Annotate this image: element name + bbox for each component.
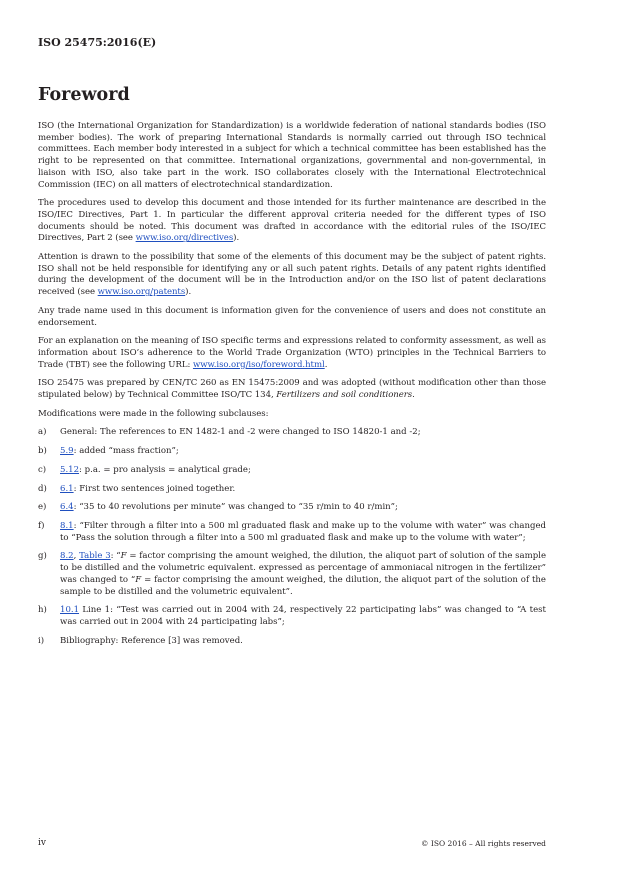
copyright-notice: © ISO 2016 – All rights reserved <box>421 839 546 848</box>
paragraph-trade-name: Any trade name used in this document is information given for the convenience of users and does not constitute an endorsement. <box>38 305 546 328</box>
list-item: e) 6.4: “35 to 40 revolutions per minute” was changed to “35 r/min to 40 r/min”; <box>38 502 398 513</box>
paragraph-conformity: For an explanation on the meaning of ISO specific terms and expressions related to conformity assessment, as well as information about ISO’s adherence to the World Trade Organization (WTO) principles in the Technical Barriers to Trade (TBT) see the following URL: www.iso.org/iso/foreword.html. <box>38 336 546 370</box>
list-item: f) 8.1: “Filter through a filter into a 500 ml graduated flask and make up to the volume with water” was changed to “Pass the solution through a filter into a 500 ml graduated flask and make up to the volume with water”; <box>38 520 546 543</box>
paragraph-patents: Attention is drawn to the possibility that some of the elements of this document may be the subject of patent rights. ISO shall not be held responsible for identifying any or all such patent rights. Details of any patent rights identified during the development of the document will be in the Introduction and/or on the ISO list of patent declarations received (see www.iso.org/patents). <box>38 252 546 298</box>
document-id: ISO 25475:2016(E) <box>38 36 157 49</box>
link-directives[interactable]: www.iso.org/directives <box>135 233 234 244</box>
paragraph-procedures: The procedures used to develop this document and those intended for its further maintenance are described in the ISO/IEC Directives, Part 1. In particular the different approval criteria needed for the different types of ISO documents should be noted. This document was drafted in accordance with the editorial rules of the ISO/IEC Directives, Part 2 (see www.iso.org/directives). <box>38 198 546 244</box>
list-item: h) 10.1 Line 1: “Test was carried out in 2004 with 24, respectively 22 participating labs” was changed to “A test was carried out in 2004 with 24 participating labs”; <box>38 605 546 627</box>
paragraph-prepared-by: ISO 25475 was prepared by CEN/TC 260 as EN 15475:2009 and was adopted (without modification other than those stipulated below) by Technical Committee ISO/TC 134, Fertilizers and soil conditioners. <box>38 378 546 401</box>
list-item: d) 6.1: First two sentences joined together. <box>38 483 236 494</box>
link-subclause-5-12[interactable]: 5.12 <box>60 464 80 475</box>
list-item: c) 5.12: p.a. = pro analysis = analytical grade; <box>38 464 251 475</box>
page-number: iv <box>38 838 46 848</box>
link-subclause-6-1[interactable]: 6.1 <box>60 483 74 494</box>
list-item: b) 5.9: added “mass fraction”; <box>38 446 179 457</box>
link-subclause-6-4[interactable]: 6.4 <box>60 502 74 513</box>
link-subclause-10-1[interactable]: 10.1 <box>60 605 80 616</box>
paragraph-modifications-intro: Modifications were made in the following subclauses: <box>38 408 269 419</box>
list-item: a) General: The references to EN 1482-1 and -2 were changed to ISO 14820-1 and -2; <box>38 427 421 438</box>
page-title: Foreword <box>38 85 130 105</box>
paragraph-iso-intro: ISO (the International Organization for Standardization) is a worldwide federation of national standards bodies (ISO member bodies). The work of preparing International Standards is normally carried out through ISO technical committees. Each member body interested in a subject for which a technical committee has been established has the right to be represented on that committee. International organizations, governmental and non-governmental, in liaison with ISO, also take part in the work. ISO collaborates closely with the International Electrotechnical Commission (IEC) on all matters of electrotechnical standardization. <box>38 121 546 190</box>
list-item: i) Bibliography: Reference [3] was removed. <box>38 635 243 646</box>
link-subclause-5-9[interactable]: 5.9 <box>60 446 74 457</box>
link-foreword[interactable]: www.iso.org/iso/foreword.html <box>192 359 325 370</box>
link-subclause-8-1[interactable]: 8.1 <box>60 520 74 531</box>
link-subclause-8-2[interactable]: 8.2 <box>60 551 74 562</box>
link-patents[interactable]: www.iso.org/patents <box>97 287 186 298</box>
list-item: g) 8.2, Table 3: “F = factor comprising the amount weighed, the dilution, the aliquot part of solution of the sample to be distilled and the volumetric equivalent. expressed as percentage of ammoniacal nitrogen in the fertilizer” was changed to “F = factor comprising the amount weighed, the dilution, the aliquot part of the solution of the sample to be distilled and the volumetric equivalent”. <box>38 551 547 597</box>
foreword-body <box>38 121 546 654</box>
link-table-3[interactable]: Table 3 <box>79 551 111 562</box>
